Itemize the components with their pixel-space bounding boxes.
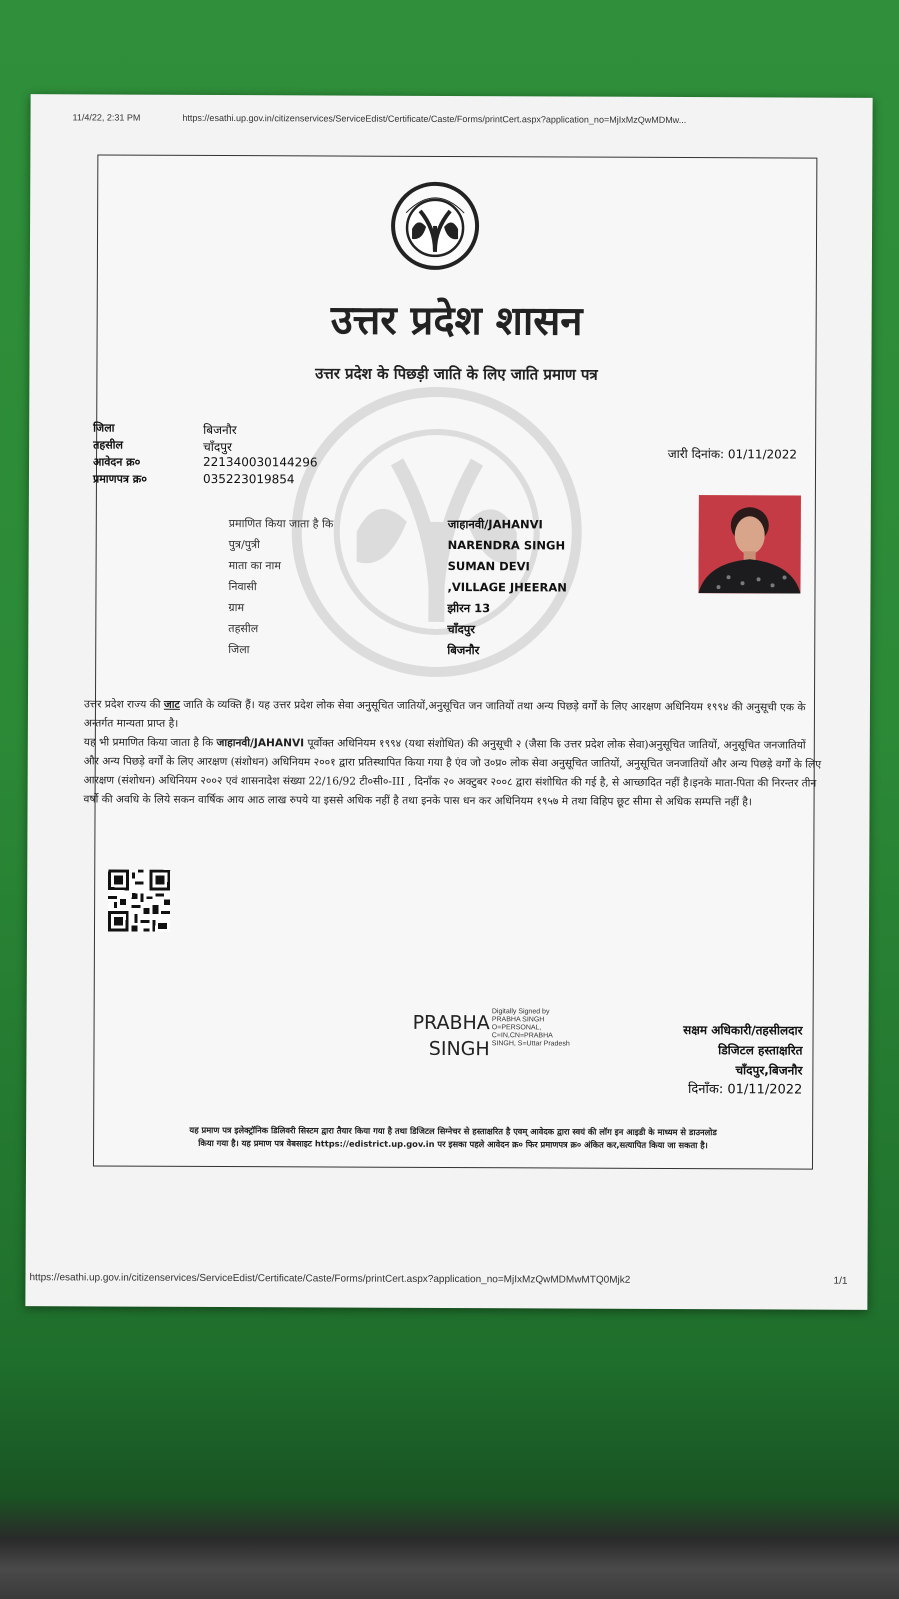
detail-label: निवासी — [228, 580, 257, 594]
page-number: 1/1 — [833, 1275, 848, 1287]
paragraph-caste — [84, 695, 824, 736]
print-header — [73, 112, 823, 125]
meta-value: 035223019854 — [202, 471, 295, 487]
detail-label: माता का नाम — [228, 559, 281, 573]
signature-detail-line: SINGH, S=Uttar Pradesh — [491, 1040, 570, 1048]
signer-name-line1: PRABHA — [412, 1011, 490, 1035]
certificate-meta — [93, 420, 318, 489]
signature-detail-line: C=IN,CN=PRABHA — [491, 1032, 553, 1040]
detail-value: NARENDRA SINGH — [447, 537, 566, 553]
issue-date: जारी दिनांक: 01/11/2022 — [667, 446, 798, 462]
issuing-authority — [683, 1020, 803, 1101]
detail-row — [228, 642, 566, 664]
detail-label: जिला — [228, 643, 250, 657]
detail-row — [228, 621, 566, 643]
page-title: उत्तर प्रदेश शासन — [330, 297, 583, 345]
para1-pre: उत्तर प्रदेश राज्य की — [83, 698, 164, 711]
para2-post: पूर्वोक्त अधिनियम १९९४ (यथा संशोधित) की अनुसूची २ (जैसा कि उत्तर प्रदेश लोक सेवा)अनुसूचित जातियों, अनुसूचित जनजातियों और अन्य पिछड़े वर्गों के लिए आरक्षण (संशोधन) अधिनियम २००१ द्वारा प्रतिस्थापित किया गया है एंव जो उ०प्र० लोक सेवा अनुसूचित जातियों, अनुसूचित जनजातियों और अन्य पिछड़े वर्गों के लिए आरक्षण (संशोधन) अधिनियम २००२ एवं शासनादेश संख्या 22/16/92 टी०सी०-III , दिनाँक २० अक्टुबर २००८ द्वारा संशोधित की गई है, से आच्छादित नहीं है।इनके माता-पिता की निरन्तर तीन वर्षो की अवधि के लिये सकन वार्षिक आय आठ लाख रुपये या इससे अधिक नहीं है तथा इनके पास धन कर अधिनियम १९५७ मे तथा विहिप छूट सीमा से अधिक सम्पत्ति नहीं है। — [83, 737, 822, 809]
meta-label: आवेदन क्र० — [93, 455, 141, 469]
background-cloth — [0, 1500, 899, 1599]
holder-details — [228, 516, 567, 664]
meta-value: बिजनौर — [203, 422, 237, 438]
verification-disclaimer — [78, 1123, 828, 1152]
print-url: https://esathi.up.gov.in/citizenservices/ServiceEdist/Certificate/Caste/Forms/printCert.aspx?application_no=MjIxMzQwMDMw... — [182, 112, 687, 126]
disclaimer-line: किया गया है। यह प्रमाण पत्र वेबसाइट https://edistrict.up.gov.in पर इसका पहले आवेदन क्र० फिर प्रमाणपत्र क्र० अंकित कर,सत्यापित किया जा सकता है। — [198, 1137, 708, 1151]
meta-row — [93, 437, 318, 455]
certificate-body — [84, 695, 824, 812]
certificate-frame — [83, 154, 822, 1169]
holder-name: जाहानवी/JAHANVI — [216, 736, 305, 750]
up-government-emblem — [386, 181, 484, 271]
digital-signature — [412, 1010, 569, 1063]
detail-row — [229, 558, 567, 580]
caste-name: जाट — [163, 698, 180, 711]
meta-value: चाँदपुर — [203, 439, 232, 455]
print-datetime: 11/4/22, 2:31 PM — [72, 112, 141, 123]
authority-line: सक्षम अधिकारी/तहसीलदार — [683, 1023, 803, 1038]
meta-row — [93, 471, 318, 489]
detail-row — [228, 579, 566, 601]
qr-code — [107, 870, 171, 932]
disclaimer-line: यह प्रमाण पत्र इलेक्ट्रॉनिक डिलिवरी सिस्टम द्वारा तैयार किया गया है तथा डिजिटल सिग्नेचर से हस्ताक्षरित है एवम् आवेदक द्वारा स्वयं की लॉग इन आइडी के माध्यम से डाउनलोड — [189, 1124, 717, 1138]
printed-page — [25, 94, 872, 1310]
footer-url: https://esathi.up.gov.in/citizenservices/ServiceEdist/Certificate/Caste/Forms/printCert.aspx?application_no=MjIxMzQwMDMwMTQ0Mjk2 — [29, 1272, 631, 1286]
meta-label: प्रमाणपत्र क्र० — [92, 472, 147, 486]
detail-label: पुत्र/पुत्री — [228, 538, 260, 552]
detail-value: बिजनौर — [447, 642, 480, 658]
authority-line: चाँदपुर,बिजनौर — [735, 1063, 803, 1078]
meta-label: जिला — [93, 421, 115, 435]
detail-value: झीरन 13 — [447, 600, 491, 616]
detail-row — [228, 600, 566, 622]
detail-value: ,VILLAGE JHEERAN — [447, 579, 567, 595]
print-footer — [29, 1272, 847, 1287]
detail-label: ग्राम — [228, 601, 245, 615]
applicant-photo — [698, 495, 800, 593]
paragraph-eligibility — [84, 733, 824, 812]
detail-label: प्रमाणित किया जाता है कि — [228, 517, 334, 531]
signature-detail-line: O=PERSONAL, — [491, 1024, 542, 1032]
meta-row — [93, 454, 318, 472]
authority-date: दिनाँक: 01/11/2022 — [687, 1082, 803, 1098]
meta-value: 221340030144296 — [203, 454, 318, 470]
detail-value: चाँदपुर — [447, 621, 475, 637]
detail-row — [229, 516, 567, 538]
meta-label: तहसील — [93, 438, 124, 452]
signer-name-line2: SINGH — [428, 1037, 490, 1061]
para2-pre: यह भी प्रमाणित किया जाता है कि — [83, 736, 217, 749]
certificate-subtitle: उत्तर प्रदेश के पिछड़ी जाति के लिए जाति प्रमाण पत्र — [315, 364, 598, 384]
signature-detail-line: Digitally Signed by — [491, 1008, 550, 1016]
signer-name — [412, 1010, 489, 1062]
detail-label: तहसील — [228, 622, 259, 636]
meta-row — [93, 420, 318, 438]
detail-value: SUMAN DEVI — [447, 558, 530, 574]
signature-detail-line: PRABHA SINGH — [491, 1016, 545, 1024]
detail-value: जाहानवी/JAHANVI — [447, 516, 543, 532]
para1-post: जाति के व्यक्ति हैं। यह उत्तर प्रदेश लोक सेवा अनुसूचित जातियों,अनुसूचित जन जातियों तथा अन्य पिछड़े वर्गों के लिए आरक्षण अधिनियम १९९४ की अनुसूची एक के अन्तर्गत मान्यता प्राप्त है। — [83, 698, 806, 730]
authority-line: डिजिटल हस्ताक्षरित — [718, 1043, 803, 1058]
detail-row — [229, 537, 567, 559]
signature-details — [492, 1008, 570, 1048]
